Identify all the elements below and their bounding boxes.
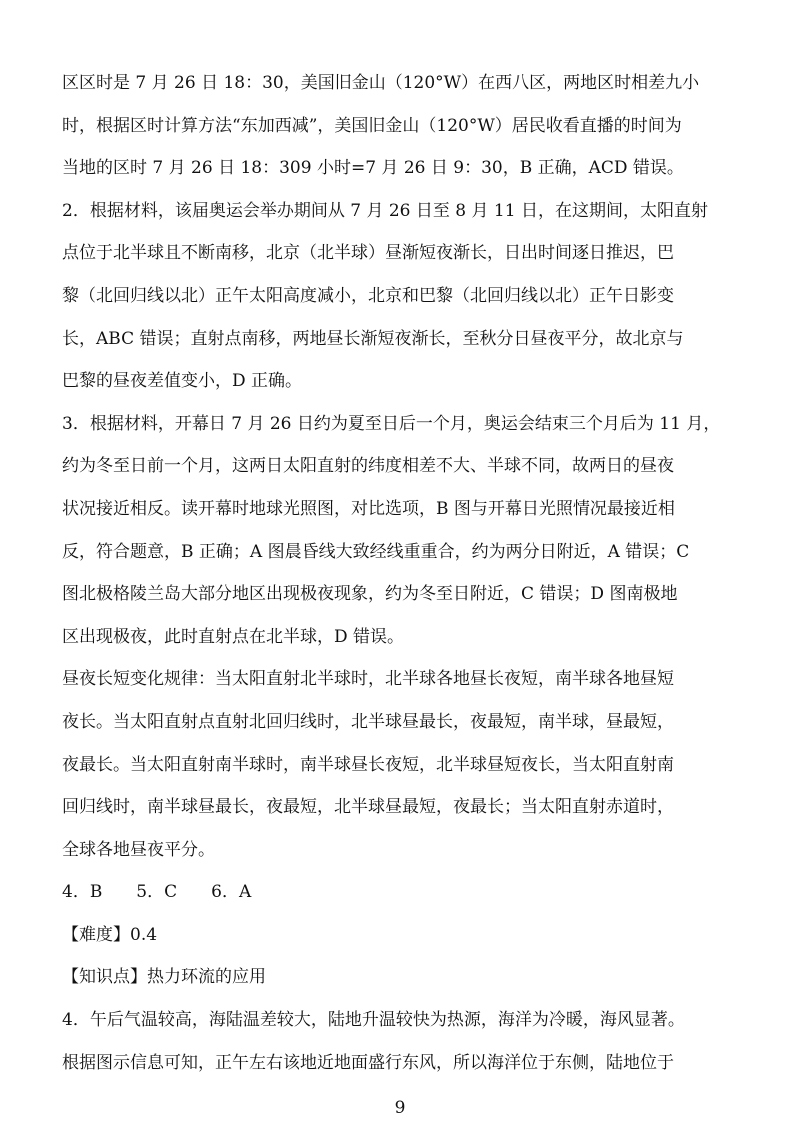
text-line: 4．B 5．C 6．A bbox=[62, 882, 252, 903]
text-line: 全球各地昼夜平分。 bbox=[62, 839, 215, 860]
text-line: 夜长。当太阳直射点直射北回归线时，北半球昼最长，夜最短，南半球，昼最短， bbox=[62, 711, 674, 732]
page-number: 9 bbox=[394, 1098, 406, 1118]
text-line: 约为冬至日前一个月，这两日太阳直射的纬度相差不大、半球不同，故两日的昼夜 bbox=[62, 456, 674, 477]
text-line: 4．午后气温较高，海陆温差较大，陆地升温较快为热源，海洋为冷暖，海风显著。 bbox=[62, 1010, 685, 1031]
text-line: 巴黎的昼夜差值变小，D 正确。 bbox=[62, 371, 303, 392]
text-line: 根据图示信息可知，正午左右该地近地面盛行东风，所以海洋位于东侧，陆地位于 bbox=[62, 1052, 674, 1073]
text-line: 点位于北半球且不断南移，北京（北半球）昼渐短夜渐长，日出时间逐日推迟，巴 bbox=[62, 243, 674, 264]
text-line: 反，符合题意，B 正确；A 图晨昏线大致经线重重合，约为两分日附近，A 错误；C bbox=[62, 541, 690, 562]
text-line: 【知识点】热力环流的应用 bbox=[62, 967, 266, 988]
text-line: 昼夜长短变化规律：当太阳直射北半球时，北半球各地昼长夜短，南半球各地昼短 bbox=[62, 669, 674, 690]
text-line: 时，根据区时计算方法“东加西减”，美国旧金山（120°W）居民收看直播的时间为 bbox=[62, 115, 682, 136]
text-line: 夜最长。当太阳直射南半球时，南半球昼长夜短，北半球昼短夜长，当太阳直射南 bbox=[62, 754, 674, 775]
text-line: 黎（北回归线以北）正午太阳高度减小，北京和巴黎（北回归线以北）正午日影变 bbox=[62, 285, 674, 306]
text-line: 状况接近相反。读开幕时地球光照图，对比选项，B 图与开幕日光照情况最接近相 bbox=[62, 498, 675, 519]
text-line: 图北极格陵兰岛大部分地区出现极夜现象，约为冬至日附近，C 错误；D 图南极地 bbox=[62, 584, 678, 605]
text-line: 长，ABC 错误；直射点南移，两地昼长渐短夜渐长，至秋分日昼夜平分，故北京与 bbox=[62, 328, 684, 349]
text-line: 【难度】0.4 bbox=[62, 924, 158, 945]
text-line: 2．根据材料，该届奥运会举办期间从 7 月 26 日至 8 月 11 日，在这期间，太阳直射 bbox=[62, 200, 708, 221]
text-line: 回归线时，南半球昼最长，夜最短，北半球昼最短，夜最长；当太阳直射赤道时， bbox=[62, 797, 674, 818]
text-line: 3．根据材料，开幕日 7 月 26 日约为夏至日后一个月，奥运会结束三个月后为 11 月， bbox=[62, 413, 721, 434]
text-line: 当地的区时 7 月 26 日 18：309 小时=7 月 26 日 9：30，B 正确，ACD 错误。 bbox=[62, 158, 684, 179]
text-line: 区出现极夜，此时直射点在北半球，D 错误。 bbox=[62, 626, 405, 647]
text-line: 区区时是 7 月 26 日 18：30，美国旧金山（120°W）在西八区，两地区时相差九小 bbox=[62, 73, 700, 93]
